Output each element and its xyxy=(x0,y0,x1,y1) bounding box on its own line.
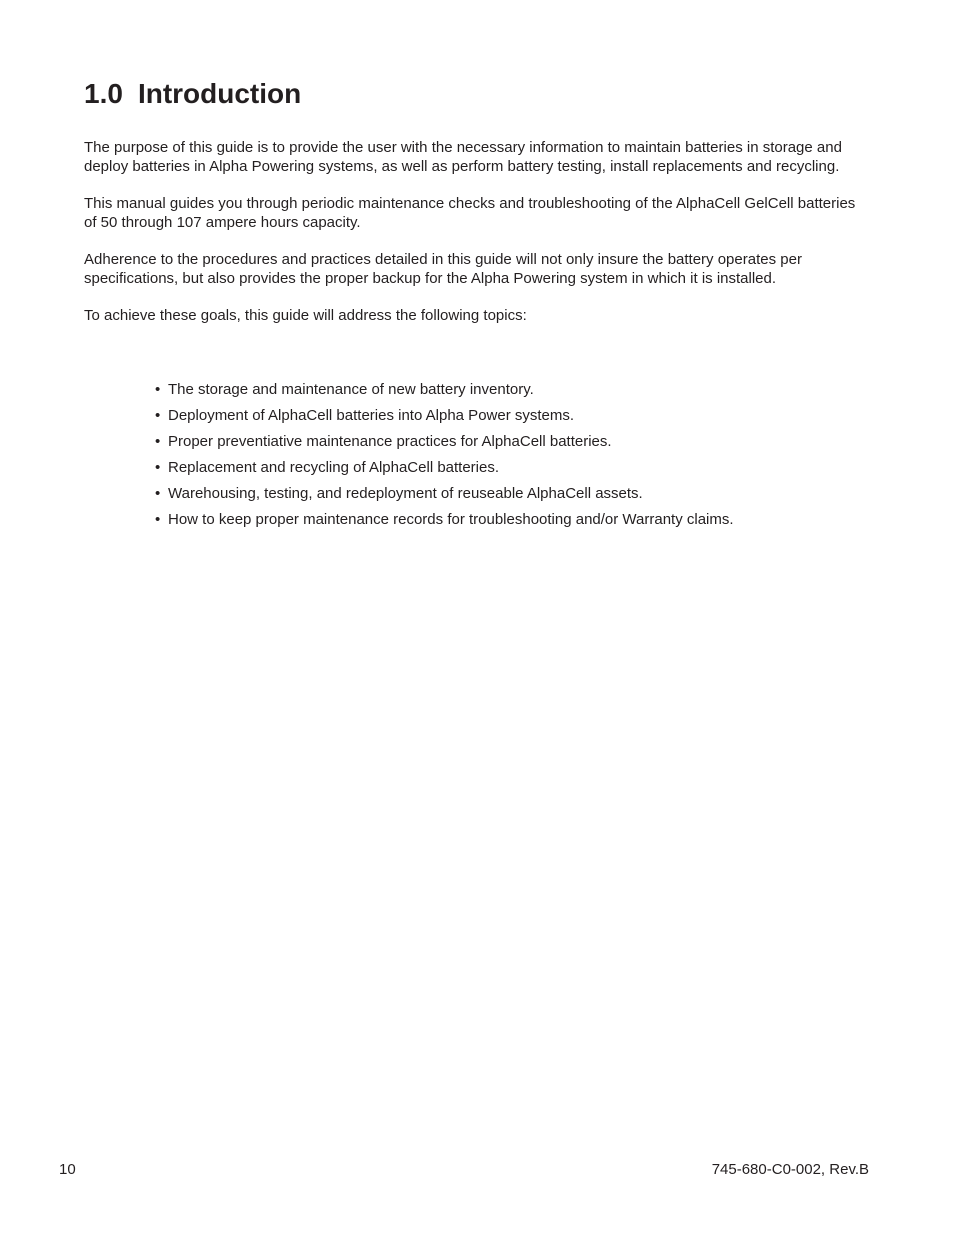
topics-list xyxy=(155,380,855,536)
paragraph-adherence: Adherence to the procedures and practices detailed in this guide will not only insure the battery operates per specifications, but also provides the proper backup for the Alpha Powering system in which it is installed. xyxy=(84,251,802,287)
section-heading xyxy=(84,76,301,112)
topic-text: Warehousing, testing, and redeployment of reuseable AlphaCell assets. xyxy=(168,485,643,502)
bullet-icon: • xyxy=(155,433,161,450)
list-item xyxy=(155,458,855,477)
section-title: Introduction xyxy=(137,78,302,109)
list-item xyxy=(155,510,855,529)
topic-text: Replacement and recycling of AlphaCell batteries. xyxy=(168,459,500,476)
page-number: 10 xyxy=(59,1161,76,1178)
topic-text: How to keep proper maintenance records for troubleshooting and/or Warranty claims. xyxy=(168,511,734,528)
topic-text: Deployment of AlphaCell batteries into Alpha Power systems. xyxy=(168,407,575,424)
list-item xyxy=(155,406,855,425)
bullet-icon: • xyxy=(155,407,161,424)
list-item xyxy=(155,432,855,451)
list-item xyxy=(155,484,855,503)
bullet-icon: • xyxy=(155,511,161,528)
topic-text: The storage and maintenance of new battery inventory. xyxy=(168,381,534,398)
paragraph-topics-intro: To achieve these goals, this guide will address the following topics: xyxy=(84,307,527,324)
paragraph-purpose: The purpose of this guide is to provide the user with the necessary information to maintain batteries in storage and deploy batteries in Alpha Powering systems, as well as perform battery testing, install replacements and recycling. xyxy=(84,139,842,175)
bullet-icon: • xyxy=(155,381,161,398)
list-item xyxy=(155,380,855,399)
section-number: 1.0 xyxy=(84,78,123,109)
bullet-icon: • xyxy=(155,485,161,502)
document-id: 745-680-C0-002, Rev.B xyxy=(711,1161,869,1178)
topic-text: Proper preventiative maintenance practices for AlphaCell batteries. xyxy=(168,433,612,450)
intro-body xyxy=(84,138,859,343)
bullet-icon: • xyxy=(155,459,161,476)
paragraph-scope: This manual guides you through periodic maintenance checks and troubleshooting of the AlphaCell GelCell batteries of 50 through 107 ampere hours capacity. xyxy=(84,195,856,231)
